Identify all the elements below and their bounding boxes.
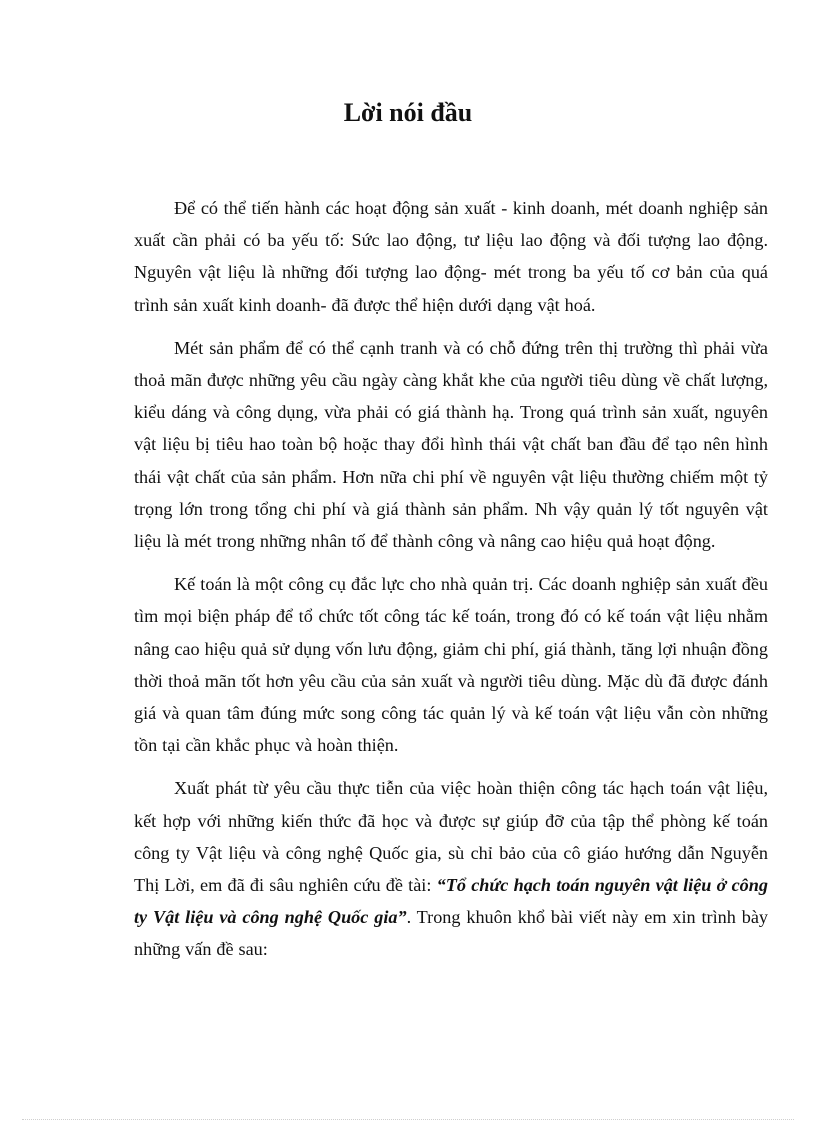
page-bottom-divider [22, 1119, 794, 1120]
paragraph-4-text-start: Xuất phát từ yêu cầu thực tiễn của việc hoàn thiện công tác hạch toán vật liệu, kết hợp với những kiến thức đã học và được sự giúp đỡ của tập thể phòng kế toán công ty Vật liệu và công nghệ Quốc gia, sù chỉ bảo của cô giáo hướng dẫn Nguyễn Thị Lời, em đã đi sâu nghiên cứu đề tài: [134, 778, 768, 896]
paragraph-4-text-end: . Trong khuôn khổ bài viết này em xin trình bày những vấn đề sau: [134, 907, 768, 960]
paragraph-3: Kế toán là một công cụ đắc lực cho nhà quản trị. Các doanh nghiệp sản xuất đều tìm mọi biện pháp để tổ chức tốt công tác kế toán, trong đó có kế toán vật liệu nhằm nâng cao hiệu quả sử dụng vốn lưu động, giảm chi phí, giá thành, tăng lợi nhuận đồng thời thoả mãn tốt hơn yêu cầu của sản xuất và người tiêu dùng. Mặc dù đã được đánh giá và quan tâm đúng mức song công tác quản lý và kế toán vật liệu vẫn còn những tồn tại cần khắc phục và hoàn thiện. [134, 574, 768, 756]
body-text [134, 192, 768, 977]
paragraph-1: Để có thể tiến hành các hoạt động sản xuất - kinh doanh, mét doanh nghiệp sản xuất cần phải có ba yếu tố: Sức lao động, tư liệu lao động và đối tượng lao động. Nguyên vật liệu là những đối tượng lao động- mét trong ba yếu tố cơ bản của quá trình sản xuất kinh doanh- đã được thể hiện dưới dạng vật hoá. [134, 198, 768, 315]
paragraph-4 [134, 772, 768, 965]
page-title: Lời nói đầu [343, 98, 473, 127]
thesis-topic: “Tổ chức hạch toán nguyên vật liệu ở công ty Vật liệu và công nghệ Quốc gia” [134, 875, 768, 928]
paragraph-2: Mét sản phẩm để có thể cạnh tranh và có chỗ đứng trên thị trường thì phải vừa thoả mãn được những yêu cầu ngày càng khắt khe của người tiêu dùng về chất lượng, kiểu dáng và công dụng, vừa phải có giá thành hạ. Trong quá trình sản xuất, nguyên vật liệu bị tiêu hao toàn bộ hoặc thay đổi hình thái vật chất ban đầu để tạo nên hình thái vật chất của sản phẩm. Hơn nữa chi phí về nguyên vật liệu thường chiếm một tỷ trọng lớn trong tổng chi phí và giá thành sản phẩm. Nh vậy quản lý tốt nguyên vật liệu là mét trong những nhân tố để thành công và nâng cao hiệu quả hoạt động. [134, 337, 768, 552]
